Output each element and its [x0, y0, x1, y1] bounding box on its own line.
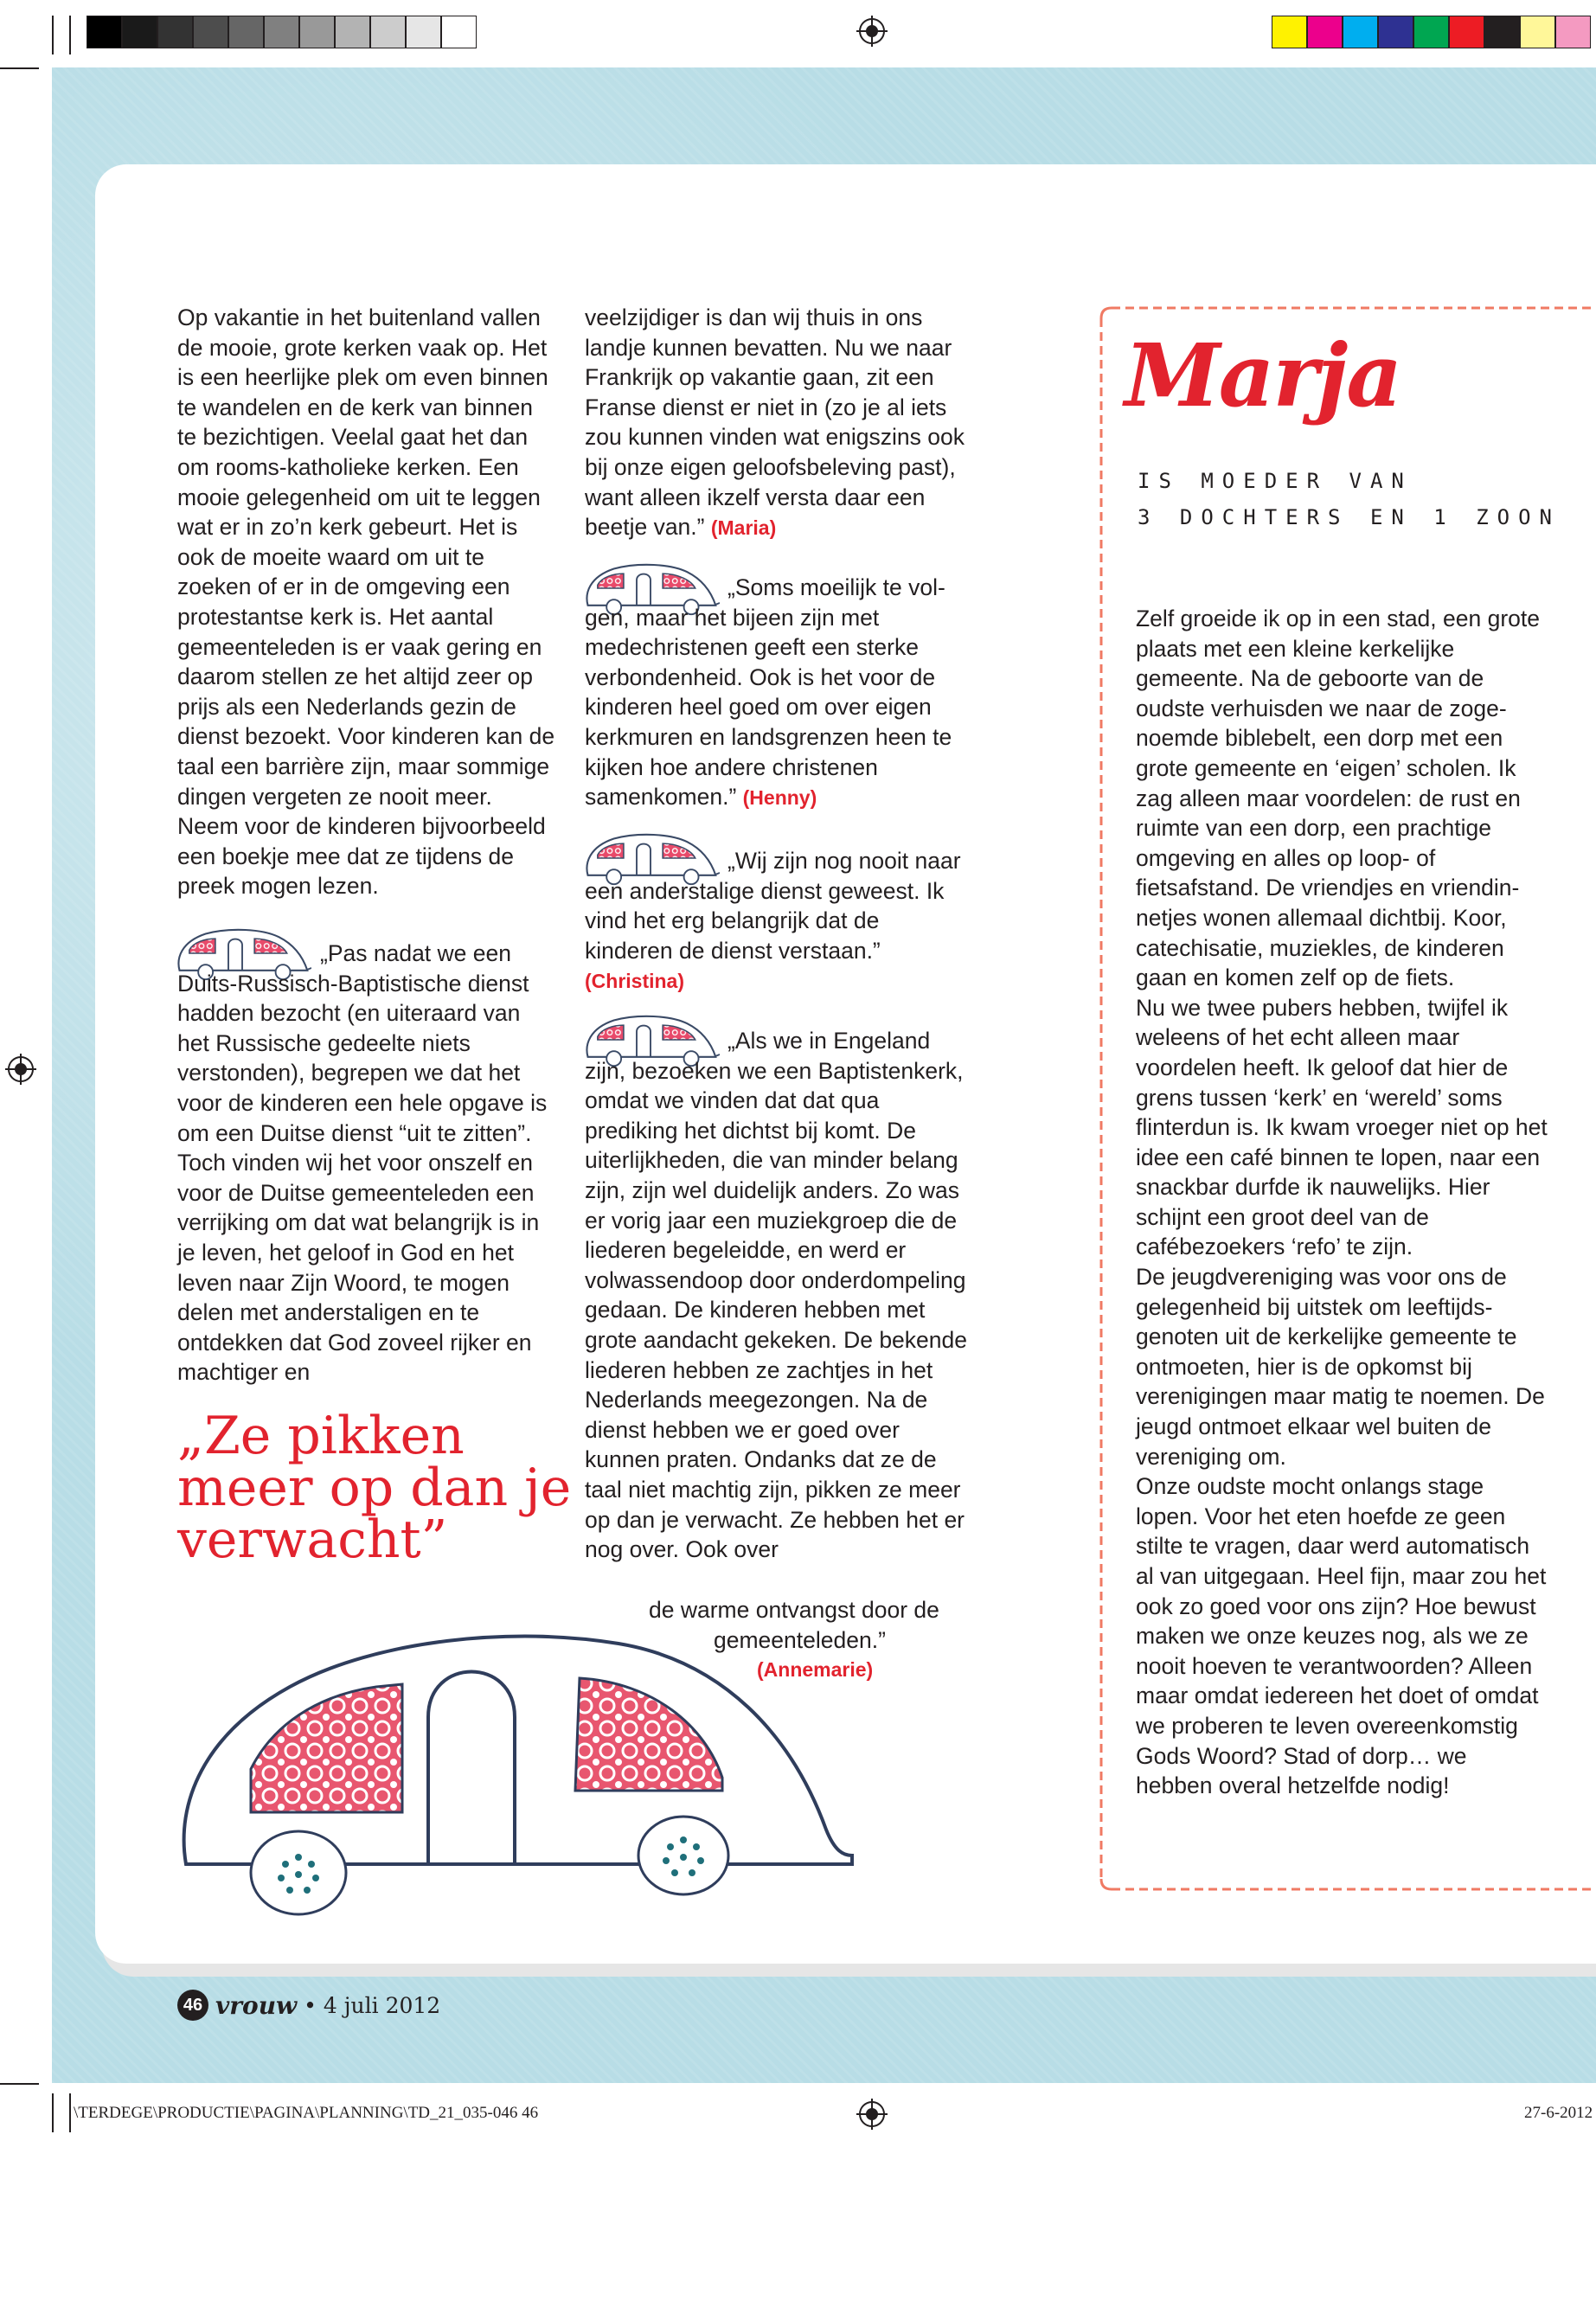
crop-mark [0, 2083, 39, 2085]
color-swatch [1484, 16, 1520, 48]
intro-paragraph: Op vakantie in het buitenland vallen de mooie, grote kerken vaak op. Het is een heerlijke plek om even binnen te wandelen en de kerk van binnen te bezichtigen. Veelal gaat het dan om rooms-katholieke kerken. Een mooie gelegenheid om uit te leggen wat er in zo’n kerk gebeurt. Het is ook de moeite waard om uit te zoeken of er in de omgeving een protestantse kerk is. Het aantal gemeenteleden is er vaak gering en daarom stellen ze het altijd zeer op prijs als een Nederlands gezin de dienst bezoekt. Voor kinderen kan de taal een barrière zijn, maar sommige dingen vergeten ze nooit meer. Neem voor de kinderen bijvoorbeeld een boekje mee dat ze tijdens de preek mogen lezen. [177, 304, 555, 900]
registration-mark-icon [856, 2099, 888, 2130]
quote-end-line: gemeenteleden.” [714, 1626, 886, 1653]
crop-mark [52, 16, 54, 54]
credit-annemarie: (Annemarie) [757, 1658, 874, 1682]
issue-date: 4 juli 2012 [323, 1992, 441, 2018]
print-slug-path: \TERDEGE\PRODUCTIE\PAGINA\PLANNING\TD_21_035-046 46 [74, 2104, 539, 2122]
tagline-line: 3 DOCHTERS EN 1 ZOON [1138, 505, 1561, 529]
quote-text: „Pas nadat we een Duits-Russisch-Baptistische dienst hadden bezocht (en uiteraard van het Russische gedeelte niets verstonden), begrepen we dat het voor de kinderen een hele opgave is om een Duitse dienst “uit te zitten”. Toch vinden wij het voor onszelf en voor de Duitse gemeenteleden een verrijking om dat wat belangrijk is in je leven, het geloof in God en het leven naar Zijn Woord, te mogen delen met anderstaligen en te ontdekken dat God zoveel rijker en machtiger en [177, 940, 548, 1386]
color-swatch [335, 16, 370, 48]
credit-maria: (Maria) [710, 516, 777, 540]
quote-4 [585, 1026, 970, 1565]
credit-henny: (Henny) [742, 786, 817, 810]
process-color-bar [1272, 16, 1591, 50]
color-swatch [1413, 16, 1449, 48]
color-swatch [87, 16, 122, 48]
crop-mark [52, 2093, 54, 2132]
color-swatch [1272, 16, 1307, 48]
sidebar-paragraph: Onze oudste mocht onlangs stage lopen. Voor het eten hoefde ze geen stilte te vragen, daar werd automatisch al van uitgegaan. Heel fijn, maar zou het ook zo goed voor ons zijn? Hoe bewust maken we onze keuzes nog, als we ze nooit hoeven te verantwoorden? Alleen maar omdat iedereen het doet of omdat we proberen te leven overeenkomstig Gods Woord? Stad of dorp… we hebben overal hetzelfde nodig! [1136, 1473, 1547, 1799]
color-swatch [122, 16, 157, 48]
color-swatch [441, 16, 477, 48]
tagline-line: IS MOEDER VAN [1138, 469, 1413, 493]
page-footer [177, 1990, 440, 2021]
quote-end-line: de warme ontvangst door de [649, 1597, 939, 1623]
sidebar-paragraph: Nu we twee pubers hebben, twijfel ik weleens of het echt alleen maar voordelen heeft. Ik geloof dat hier de grens tussen ‘kerk’ en ‘wereld’ soms flinterdun is. Ik kwam vroeger niet op het idee een café binnen te lopen, naar een snackbar durfde ik nauwelijks. Hier schijnt een groot deel van de cafébezoekers ‘refo’ te zijn. [1136, 994, 1548, 1260]
page-number: 46 [177, 1990, 208, 2021]
color-swatch [1307, 16, 1343, 48]
color-swatch [406, 16, 441, 48]
color-swatch [1520, 16, 1555, 48]
color-swatch [1449, 16, 1484, 48]
color-swatch [1555, 16, 1591, 48]
quote-text: „Wij zijn nog nooit naar een anderstalige dienst geweest. Ik vind het erg belangrijk dat de kinderen de dienst verstaan.” [585, 848, 961, 964]
footer-bullet: • [304, 1992, 317, 2018]
crop-mark [0, 67, 39, 69]
credit-christina: (Christina) [585, 970, 684, 993]
pull-quote: „Ze pikken meer op dan je verwacht” [177, 1406, 572, 1570]
quote-1 [177, 939, 558, 1388]
crop-mark [69, 2093, 71, 2132]
color-swatch [228, 16, 264, 48]
magazine-name: vrouw [215, 1990, 298, 2020]
color-swatch [1343, 16, 1378, 48]
continuation-text: veelzijdiger is dan wij thuis in ons landje kunnen bevatten. Nu we naar Frankrijk op vakantie gaan, zit een Franse dienst er niet in (zo je al iets zou kunnen vinden wat enigszins ook bij onze eigen geloofsbeleving past), want alleen ikzelf versta daar een beetje van.” [585, 304, 965, 541]
registration-mark-icon [5, 1054, 36, 1085]
sidebar-paragraph: Zelf groeide ik op in een stad, een grote plaats met een kleine kerkelijke gemeente. Na de geboorte van de oudste verhuisden we naar de zogenoemde biblebelt, een dorp met een grote gemeente en ‘eigen’ scholen. Ik zag alleen maar voordelen: de rust en ruimte van een dorp, een prachtige omgeving en alles op loop- of fietsafstand. De vriendjes en vriendinnetjes wonen allemaal dichtbij. Koor, catechisatie, muziekles, de kinderen gaan en komen zelf op de fiets. [1136, 606, 1540, 991]
quote-2 [585, 573, 970, 813]
quote-text: „Soms moeilijk te volgen, maar het bijeen zijn met medechristenen geeft een sterke verbondenheid. Ook is het voor de kinderen heel goed om over eigen kerkmuren en landsgrenzen heen te kijken hoe andere christenen samenkomen.” [585, 574, 952, 811]
caravan-illustration [169, 1605, 861, 1925]
color-swatch [299, 16, 335, 48]
sidebar-paragraph: De jeugdvereniging was voor ons de gelegenheid bij uitstek om leeftijdsgenoten uit de kerkelijke gemeente te ontmoeten, hier is de opkomst bij verenigingen maar matig te noemen. De jeugd ontmoet elkaar wel buiten de vereniging om. [1136, 1264, 1545, 1470]
column-2-continuation [585, 303, 970, 543]
quote-3 [585, 846, 970, 997]
column-1 [177, 303, 558, 901]
color-swatch [1378, 16, 1413, 48]
crop-mark [69, 16, 71, 54]
color-swatch [193, 16, 228, 48]
quote-text: „Als we in Engeland zijn, bezoeken we een Baptistenkerk, omdat we vinden dat dat qua prediking het dichtst bij komt. De uiterlijkheden, die van minder belang zijn, zijn wel duidelijk anders. Zo was er vorig jaar een muziekgroep die de liederen begeleidde, en werd er volwassendoop door onderdompeling gedaan. De kinderen hebben met grote aandacht gekeken. De bekende liederen hebben ze zachtjes in het Nederlands meegezongen. Na de dienst hebben we er goed over kunnen praten. Ondanks dat ze de taal niet machtig zijn, pikken ze meer op dan je verwacht. Ze hebben het er nog over. Ook over [585, 1028, 967, 1563]
sidebar-name: Marja [1125, 324, 1401, 426]
color-swatch [264, 16, 299, 48]
color-swatch [157, 16, 193, 48]
sidebar-text [1136, 604, 1549, 1801]
registration-mark-icon [856, 16, 888, 47]
grayscale-color-bar [87, 16, 477, 50]
color-swatch [370, 16, 406, 48]
print-slug-date: 27-6-2012 [1524, 2104, 1593, 2122]
sidebar-tagline [1138, 463, 1561, 535]
